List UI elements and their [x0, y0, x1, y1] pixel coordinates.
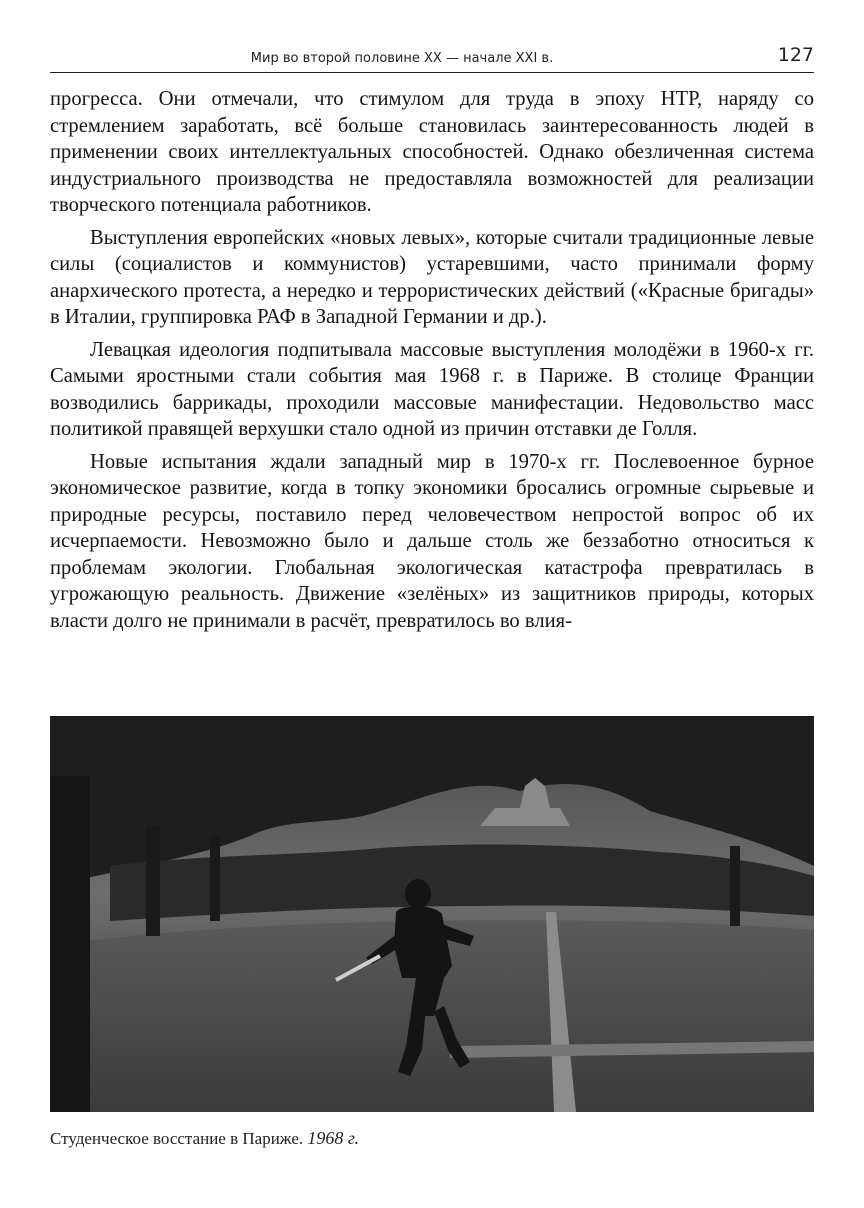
body-text [50, 86, 814, 634]
page-number: 127 [777, 44, 814, 66]
photo-illustration [50, 716, 814, 1112]
figure-caption [50, 1128, 359, 1149]
running-head: Мир во второй половине XX — начале XXI в. [250, 51, 554, 66]
paragraph-4: Новые испытания ждали западный мир в 1970-х гг. Послевоенное бурное экономическое развитие, когда в топку экономики бросались огромные сырьевые и природные ресурсы, поставило перед человечеством непростой вопрос об их исчерпаемости. Невозможно было и дальше столь же беззаботно относиться к проблемам экологии. Глобальная экологическая катастрофа превратилась в угрожающую реальность. Движение «зелёных» из защитников природы, которых власти долго не принимали в расчёт, превратилось во влия- [50, 450, 814, 632]
tree-trunk-3 [730, 846, 740, 926]
tree-trunk [146, 826, 160, 936]
caption-year: 1968 г. [307, 1128, 360, 1148]
tree-trunk-2 [210, 836, 220, 921]
paragraph-1: прогресса. Они отмечали, что стимулом для труда в эпоху НТР, наряду со стремлением заработать, всё больше становилась заинтересованность людей в применении своих интеллектуальных способностей. Однако обезличенная система индустриального производства не предоставляла возможностей для реализации творческого потенциала работников. [50, 88, 814, 216]
caption-text: Студенческое восстание в Париже. [50, 1129, 304, 1148]
page-header [50, 44, 814, 73]
student-uprising-photo [50, 716, 814, 1112]
paragraph-3: Левацкая идеология подпитывала массовые выступления молодёжи в 1960-х гг. Самыми яростными стали события мая 1968 г. в Париже. В столице Франции возводились баррикады, проходили массовые манифестации. Недовольство масс политикой правящей верхушки стало одной из причин отставки де Голля. [50, 338, 814, 440]
left-tree-trunk [50, 776, 90, 1112]
paragraph-2: Выступления европейских «новых левых», которые считали традиционные левые силы (социалистов и коммунистов) устаревшими, часто принимали форму анархического протеста, а нередко и террористических действий («Красные бригады» в Италии, группировка РАФ в Западной Германии и др.). [50, 226, 814, 328]
